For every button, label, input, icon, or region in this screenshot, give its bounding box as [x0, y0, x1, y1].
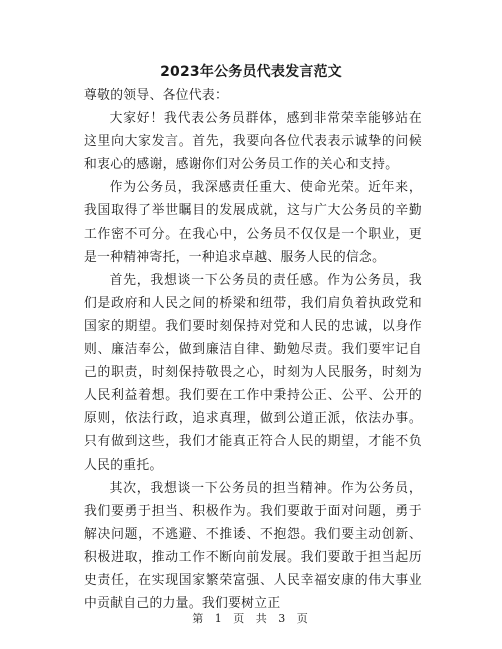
- paragraph-commitment: 其次，我想谈一下公务员的担当精神。作为公务员，我们要勇于担当、积极作为。我们要敢于面对问题，勇于解决问题，不逃避、不推诿、不抱怨。我们要主动创新、积极进取，推动工作不断向前发展。我们要敢于担当起历史责任，在实现国家繁荣富强、人民幸福安康的伟大事业中贡献自己的力量。我们要树立正: [84, 480, 422, 612]
- document-title: 2023年公务员代表发言范文: [160, 64, 342, 80]
- paragraph-responsibility-intro: 作为公务员，我深感责任重大、使命光荣。近年来，我国取得了举世瞩目的发展成就，这与广大公务员的辛勤工作密不可分。在我心中，公务员不仅仅是一个职业，更是一种精神寄托，一种追求卓越、服务人民的信念。: [84, 180, 422, 265]
- paragraph-sense-of-duty: 首先，我想谈一下公务员的责任感。作为公务员，我们是政府和人民之间的桥梁和纽带，我们肩负着执政党和国家的期望。我们要时刻保持对党和人民的忠诚，以身作则、廉洁奉公，做到廉洁自律、勤勉尽责。我们要牢记自己的职责，时刻保持敬畏之心，时刻为人民服务，时刻为人民利益着想。我们要在工作中秉持公正、公平、公开的原则，依法行政，追求真理，做到公道正派，依法办事。只有做到这些，我们才能真正符合人民的期望，才能不负人民的重托。: [84, 272, 422, 473]
- salutation: 尊敬的领导、各位代表：: [84, 88, 229, 103]
- paragraph-greeting: 大家好！我代表公务员群体，感到非常荣幸能够站在这里向大家发言。首先，我要向各位代表表示诚挚的问候和衷心的感谢，感谢你们对公务员工作的关心和支持。: [84, 111, 422, 173]
- document-body: [84, 84, 422, 615]
- page-number-footer: 第 1 页 共 3 页: [192, 612, 310, 625]
